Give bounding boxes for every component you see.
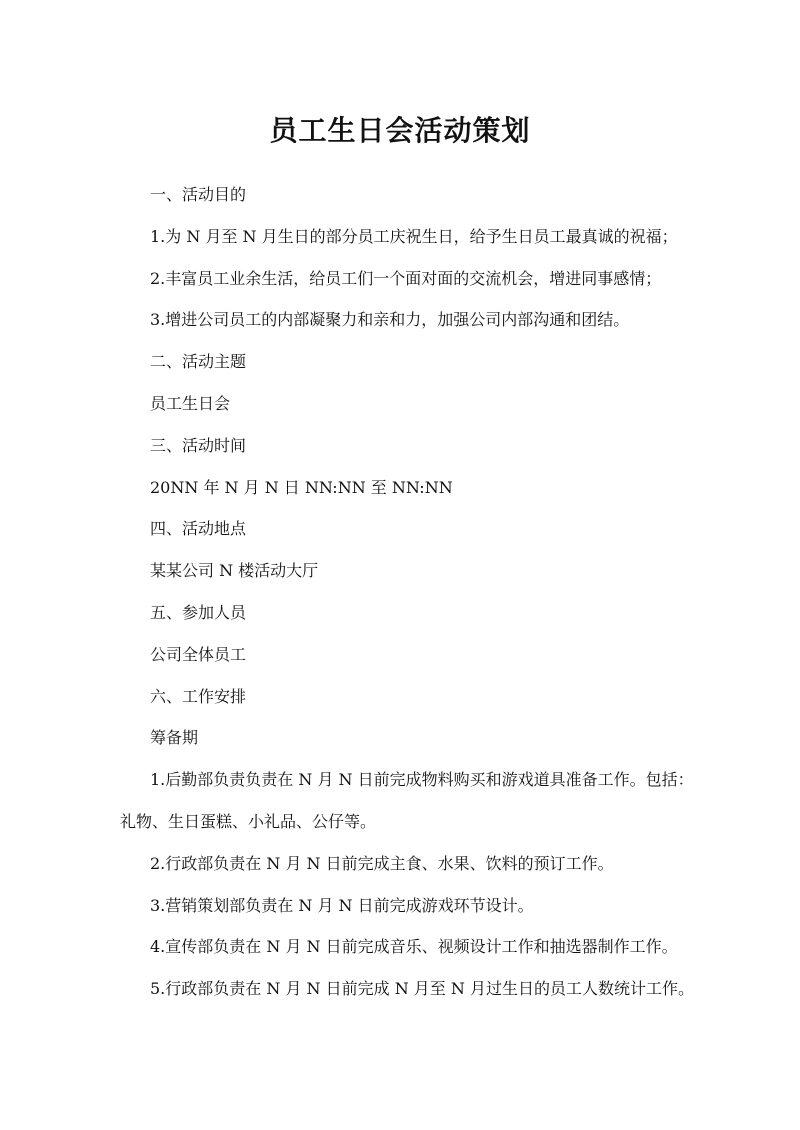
- section-heading-location: 四、活动地点: [150, 519, 247, 539]
- paragraph: 5.行政部负责在 N 月 N 日前完成 N 月至 N 月过生日的员工人数统计工作。: [150, 979, 694, 999]
- section-heading-time: 三、活动时间: [150, 435, 247, 455]
- document-title: 员工生日会活动策划: [269, 114, 531, 147]
- paragraph: 员工生日会: [150, 393, 231, 413]
- paragraph: 4.宣传部负责在 N 月 N 日前完成音乐、视频设计工作和抽选器制作工作。: [150, 937, 678, 957]
- section-heading-theme: 二、活动主题: [150, 352, 247, 372]
- section-heading-arrangement: 六、工作安排: [150, 686, 247, 706]
- section-heading-purpose: 一、活动目的: [150, 185, 247, 204]
- paragraph: 2.丰富员工业余生活，给员工们一个面对面的交流机会，增进同事感情；: [150, 268, 662, 288]
- paragraph: 20NN 年 N 月 N 日 NN:NN 至 NN:NN: [150, 477, 453, 497]
- paragraph: 1.为 N 月至 N 月生日的部分员工庆祝生日，给予生日员工最真诚的祝福；: [150, 226, 678, 246]
- paragraph: 公司全体员工: [150, 644, 247, 664]
- subheading-preparation: 筹备期: [150, 728, 199, 748]
- paragraph: 1.后勤部负责负责在 N 月 N 日前完成物料购买和游戏道具准备工作。包括：: [150, 770, 694, 790]
- document-body: [0, 174, 800, 1010]
- section-heading-participants: 五、参加人员: [150, 602, 247, 622]
- paragraph: 某某公司 N 楼活动大厅: [150, 561, 319, 581]
- paragraph: 3.营销策划部负责在 N 月 N 日前完成游戏环节设计。: [150, 895, 534, 915]
- paragraph: 3.增进公司员工的内部凝聚力和亲和力，加强公司内部沟通和团结。: [150, 310, 630, 330]
- paragraph: 2.行政部负责在 N 月 N 日前完成主食、水果、饮料的预订工作。: [150, 853, 614, 873]
- paragraph-continuation: 礼物、生日蛋糕、小礼品、公仔等。: [120, 811, 377, 831]
